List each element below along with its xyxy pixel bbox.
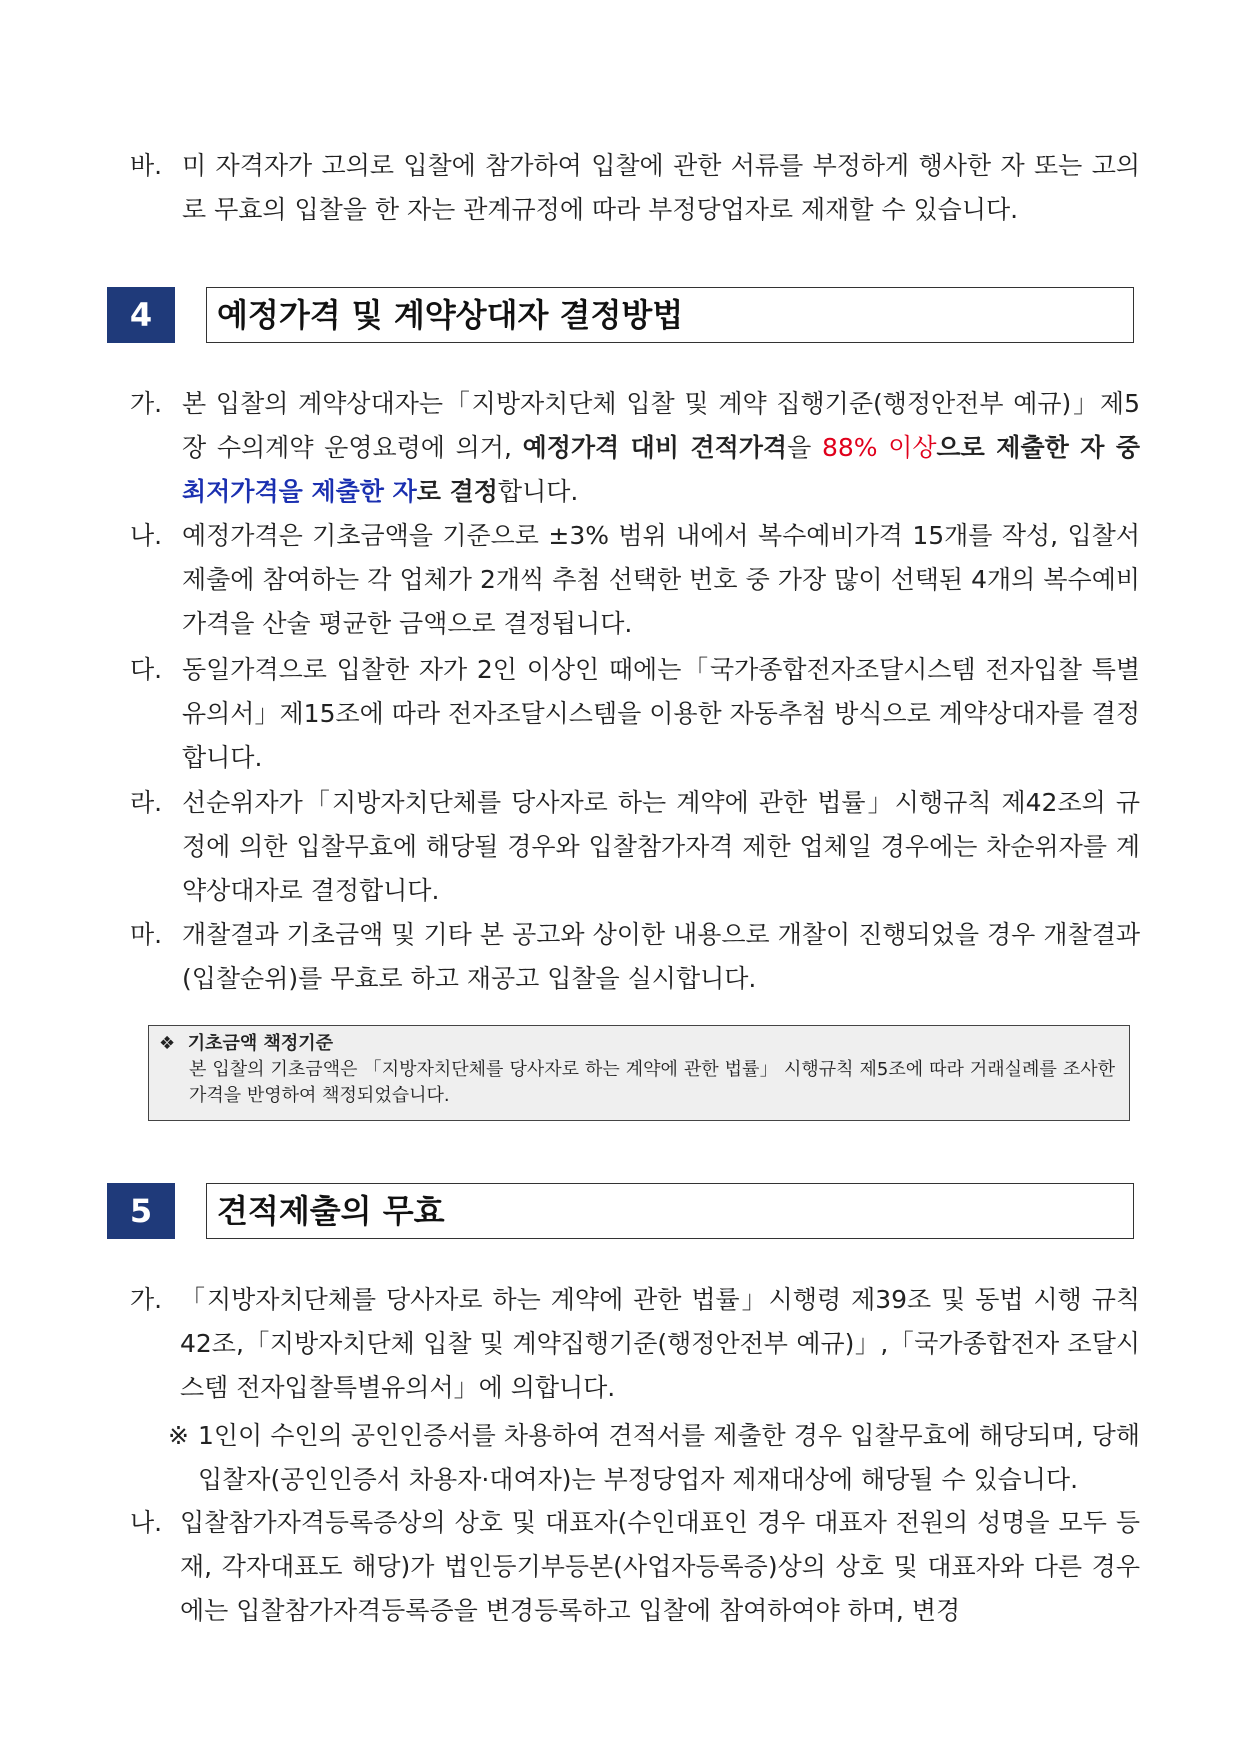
item-text: 예정가격은 기초금액을 기준으로 ±3% 범위 내에서 복수예비가격 15개를 작성, 입찰서 제출에 참여하는 각 업체가 2개씩 추첨 선택한 번호 중 가장 많이 선택된 4개의 복수예비가격을 산술 평균한 금액으로 결정됩니다. [182,521,1140,638]
item-marker: 라. [130,788,163,817]
highlight-red-text: 88% 이상 [821,433,937,462]
note-body: 본 입찰의 기초금액은 「지방자치단체를 당사자로 하는 계약에 관한 법률」 시행규칙 제5조에 따라 거래실례를 조사한 가격을 반영하여 책정되었습니다. [189,1059,1115,1106]
emphasis-text: 예정가격 대비 견적가격 [522,433,788,462]
remark-note [168,1414,1140,1502]
item-text [130,382,1140,514]
item-marker: 바. [130,151,163,180]
text-segment: 합니다. [497,477,579,506]
item-text: 동일가격으로 입찰한 자가 2인 이상인 때에는「국가종합전자조달시스템 전자입찰 특별유의서」제15조에 따라 전자조달시스템을 이용한 자동추첨 방식으로 계약상대자를 결정합니다. [182,655,1140,772]
section-number: 4 [107,287,175,343]
item-ga [130,382,1140,514]
remark-text: 1인이 수인의 공인인증서를 차용하여 견적서를 제출한 경우 입찰무효에 해당되며, 당해 입찰자(공인인증서 차용자·대여자)는 부정당업자 제재대상에 해당될 수 있습니다. [198,1421,1140,1494]
item-ga [130,1278,1140,1410]
item-na [130,1501,1140,1633]
item-text: 선순위자가「지방자치단체를 당사자로 하는 계약에 관한 법률」시행규칙 제42조의 규정에 의한 입찰무효에 해당될 경우와 입찰참가자격 제한 업체일 경우에는 차순위자를 계약상대자로 결정합니다. [182,788,1140,905]
item-marker: 나. [130,521,163,550]
item-ra [130,781,1140,913]
item-na [130,514,1140,646]
emphasis-text: 으로 제출한 자 중 [936,433,1140,462]
emphasis-text: 로 결정 [416,477,498,506]
item-ba [130,144,1140,232]
item-text: 입찰참가자격등록증상의 상호 및 대표자(수인대표인 경우 대표자 전원의 성명을 모두 등재, 각자대표도 해당)가 법인등기부등본(사업자등록증)상의 상호 및 대표자와 다른 경우에는 입찰참가자격등록증을 변경등록하고 입찰에 참여하여야 하며, 변경 [180,1508,1140,1625]
section-number: 5 [107,1183,175,1239]
item-da [130,648,1140,780]
item-ma [130,913,1140,1001]
text-segment: 본 입찰의 계약상대자는「지방자치단체 입찰 및 계약 집행기준(행정안전부 예규)」제5장 수의계약 운영요령에 의거, [182,389,1140,462]
note-heading-text: 기초금액 책정기준 [187,1033,334,1054]
reference-mark-icon: ※ [168,1421,189,1450]
section-title: 견적제출의 무효 [206,1183,1134,1239]
text-segment: 을 [787,433,822,462]
item-marker: 마. [130,920,163,949]
item-text: 개찰결과 기초금액 및 기타 본 공고와 상이한 내용으로 개찰이 진행되었을 경우 개찰결과(입찰순위)를 무효로 하고 재공고 입찰을 실시합니다. [182,920,1140,993]
section-title: 예정가격 및 계약상대자 결정방법 [206,287,1134,343]
highlight-blue-text: 최저가격을 제출한 자 [182,477,417,506]
note-box [148,1025,1130,1121]
item-text: 미 자격자가 고의로 입찰에 참가하여 입찰에 관한 서류를 부정하게 행사한 자 또는 고의로 무효의 입찰을 한 자는 관계규정에 따라 부정당업자로 제재할 수 있습니다. [182,151,1140,224]
item-marker: 가. [130,1285,163,1314]
note-heading [159,1031,1129,1057]
item-marker: 가. [130,389,163,418]
item-marker: 다. [130,655,163,684]
item-marker: 나. [130,1508,163,1537]
item-text: 「지방자치단체를 당사자로 하는 계약에 관한 법률」시행령 제39조 및 동법 시행 규칙 42조,「지방자치단체 입찰 및 계약집행기준(행정안전부 예규)」,「국가종합전자 조달시스템 전자입찰특별유의서」에 의합니다. [180,1285,1140,1402]
diamond-bullet-icon: ❖ [159,1033,176,1054]
